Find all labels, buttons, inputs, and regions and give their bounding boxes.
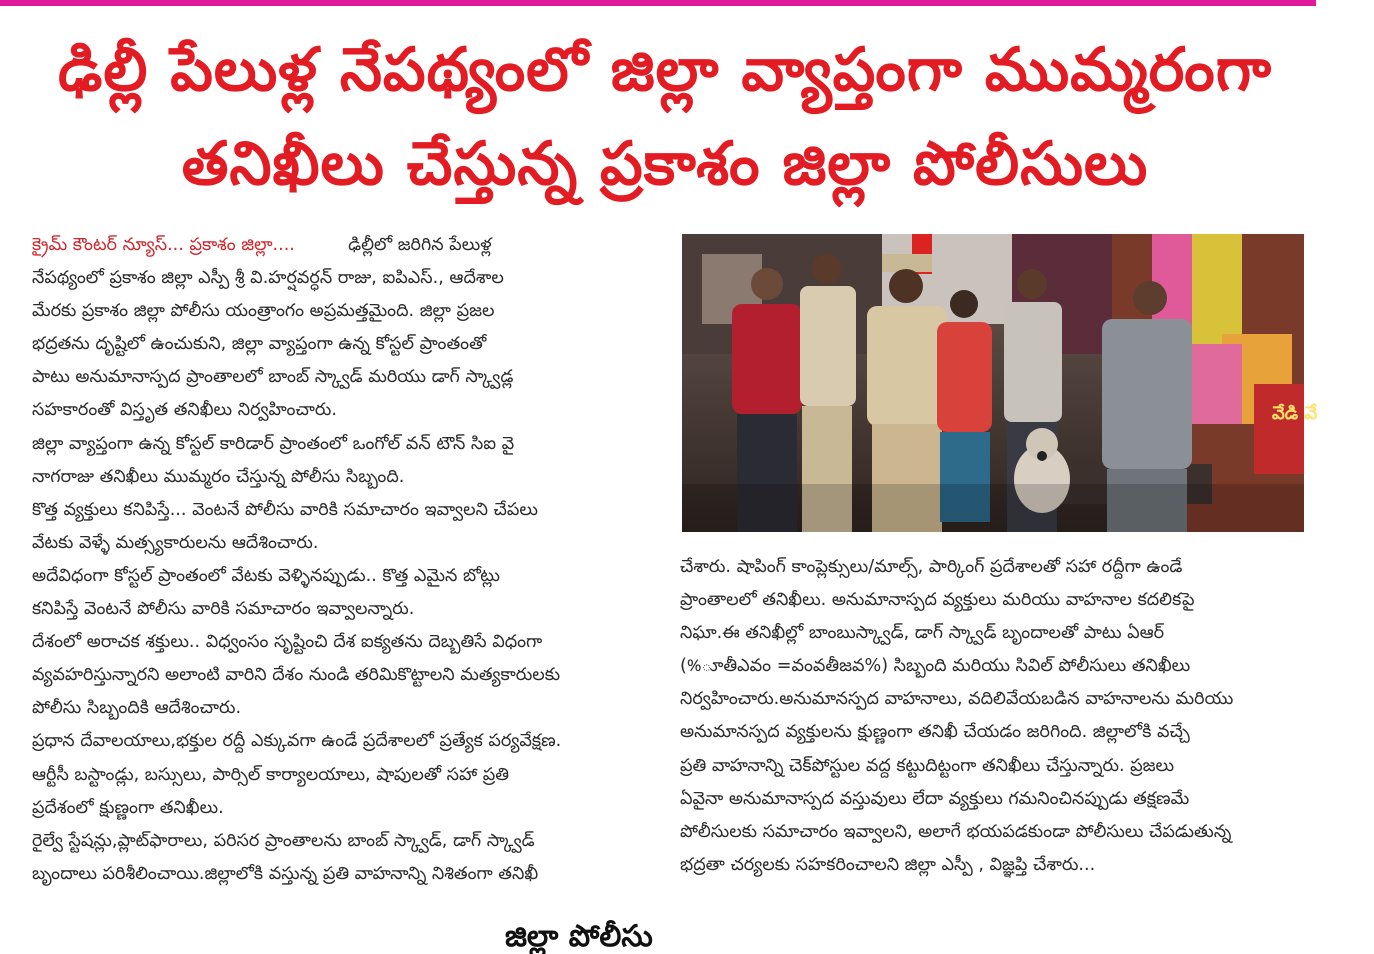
article-line: ప్రాంతాలలో తనిఖీలు. అనుమానాస్పద వ్యక్తులు మరియు వాహనాల కదలికపై: [680, 590, 1195, 611]
article-line: మేరకు ప్రకాశం జిల్లా పోలీసు యంత్రాంగం అప్రమత్తమైంది. జిల్లా ప్రజల: [32, 301, 495, 322]
article-line: సహకారంతో విస్తృత తనిఖీలు నిర్వహించారు.: [32, 400, 337, 421]
next-headline-cut: [505, 919, 825, 954]
article-line: నేపథ్యంలో ప్రకాశం జిల్లా ఎస్పీ శ్రీ వి.హర్షవర్ధన్ రాజు, ఐపిఎస్., ఆదేశాల: [32, 268, 504, 289]
shop-sign: వేడి వే: [1272, 403, 1318, 424]
article-line: ఆర్టీసీ బస్టాండ్లు, బస్సులు, పార్సిల్ కార్యాలయాలు, షాపులతో సహా ప్రతి: [32, 764, 510, 785]
news-photo: [682, 234, 1318, 532]
article-line: పోలీసులకు సమాచారం ఇవ్వాలని, అలాగే భయపడకుండా పోలీసులు చేపడుతున్న: [680, 821, 1232, 842]
article-line: ప్రదేశంలో క్షుణ్ణంగా తనిఖీలు.: [32, 797, 224, 818]
article-line: పాటు అనుమానాస్పద ప్రాంతాలలో బాంబ్ స్క్వాడ్ మరియు డాగ్ స్క్వాడ్ల: [32, 367, 514, 388]
article-line: బృందాలు పరిశీలించాయి.జిల్లాలోకి వస్తున్న ప్రతి వాహనాన్ని నిశితంగా తనిఖీ: [32, 863, 539, 884]
headline-line-1: ఢిల్లీ పేలుళ్ల నేపథ్యంలో జిల్లా వ్యాప్తంగా ముమ్మరంగా: [58, 35, 1272, 105]
article-line: ప్రతి వాహనాన్ని చెక్‌పోస్టుల వద్ద కట్టుదిట్టంగా తనిఖీలు చేస్తున్నారు. ప్రజలు: [680, 755, 1175, 776]
article-left-column: [32, 229, 638, 891]
article-line: నిర్వహించారు.అనుమానస్పద వాహనాలు, వదిలివేయబడిన వాహనాలను మరియు: [680, 689, 1234, 710]
article-line: నాగరాజు తనిఖీలు ముమ్మరం చేస్తున్న పోలీసు సిబ్బంది.: [32, 466, 405, 487]
article-line: (%ూతీఎవం =వంవతీజవ%) సిబ్బంది మరియు సివిల్ పోలీసులు తనిఖీలు: [680, 656, 1191, 677]
article-line: ప్రధాన దేవాలయాలు,భక్తుల రద్దీ ఎక్కువగా ఉండే ప్రదేశాలలో ప్రత్యేక పర్యవేక్షణ.: [32, 731, 562, 752]
photo-illustration: [682, 234, 1318, 532]
article-line: చేశారు. షాపింగ్ కాంప్లెక్సులు/మాల్స్, పార్కింగ్ ప్రదేశాలతో సహా రద్దీగా ఉండే: [680, 557, 1183, 577]
article-line: పోలీసు సిబ్బందికి ఆదేశించారు.: [32, 698, 242, 719]
article-line: వ్యవహరిస్తున్నారని అలాంటి వారిని దేశం నుండి తరిమికొట్టాలని మత్యకారులకు: [32, 665, 561, 686]
article-line: భద్రతను దృష్టిలో ఉంచుకుని, జిల్లా వ్యాప్తంగా ఉన్న కోస్టల్ ప్రాంతంతో: [32, 334, 487, 355]
article-line: అదేవిధంగా కోస్టల్ ప్రాంతంలో వేటకు వెళ్ళినప్పుడు.. కొత్త ఎమైన బోట్లు: [32, 565, 500, 586]
article-line: వేటకు వెళ్ళే మత్స్యకారులను ఆదేశించారు.: [32, 532, 319, 553]
top-accent-bar: [0, 0, 1316, 6]
article-line: రైల్వే స్టేషన్లు,ప్లాట్‌ఫారాలు, పరిసర ప్రాంతాలను బాంబ్ స్క్వాడ్, డాగ్ స్క్వాడ్: [32, 830, 535, 851]
article-line: కొత్త వ్యక్తులు కనిపిస్తే... వెంటనే పోలీసు వారికి సమాచారం ఇవ్వాలని చేపలు: [32, 499, 538, 520]
article-text: ఢిల్లీలో జరిగిన పేలుళ్ల: [348, 235, 492, 255]
article-line: దేశంలో అరాచక శక్తులు.. విధ్వంసం సృష్టించి దేశ ఐక్యతను దెబ్బతిసే విధంగా: [32, 632, 543, 653]
article-line: కనిపిస్తే వెంటనే పోలీసు వారికి సమాచారం ఇవ్వాలన్నారు.: [32, 599, 415, 620]
article-line: భద్రతా చర్యలకు సహకరించాలని జిల్లా ఎస్పీ , విజ్ఞప్తి చేశారు...: [680, 854, 1096, 875]
article-right-column: [680, 551, 1306, 882]
article-line: [32, 229, 638, 262]
next-headline-text: జిల్లా పోలీసు: [505, 919, 653, 954]
article-line: అనుమానస్పద వ్యక్తులను క్షుణ్ణంగా తనిఖీ చేయడం జరిగింది. జిల్లాలోకి వచ్చే: [680, 722, 1190, 743]
article-line: నిఘా.ఈ తనిఖీల్లో బాంబుస్క్వాడ్, డాగ్ స్క్వాడ్ బృందాలతో పాటు ఏఆర్: [680, 623, 1165, 644]
article-line: ఏవైనా అనుమానాస్పద వస్తువులు లేదా వ్యక్తులు గమనించినప్పుడు తక్షణమే: [680, 788, 1190, 809]
dateline: క్రైమ్ కౌంటర్ న్యూస్... ప్రకాశం జిల్లా....: [32, 235, 295, 255]
headline-line-2: తనిఖీలు చేస్తున్న ప్రకాశం జిల్లా పోలీసులు: [181, 129, 1149, 199]
article-line: జిల్లా వ్యాప్తంగా ఉన్న కోస్టల్ కారిడార్ ప్రాంతంలో ఒంగోల్ వన్ టౌన్ సిఐ వై: [32, 433, 515, 454]
